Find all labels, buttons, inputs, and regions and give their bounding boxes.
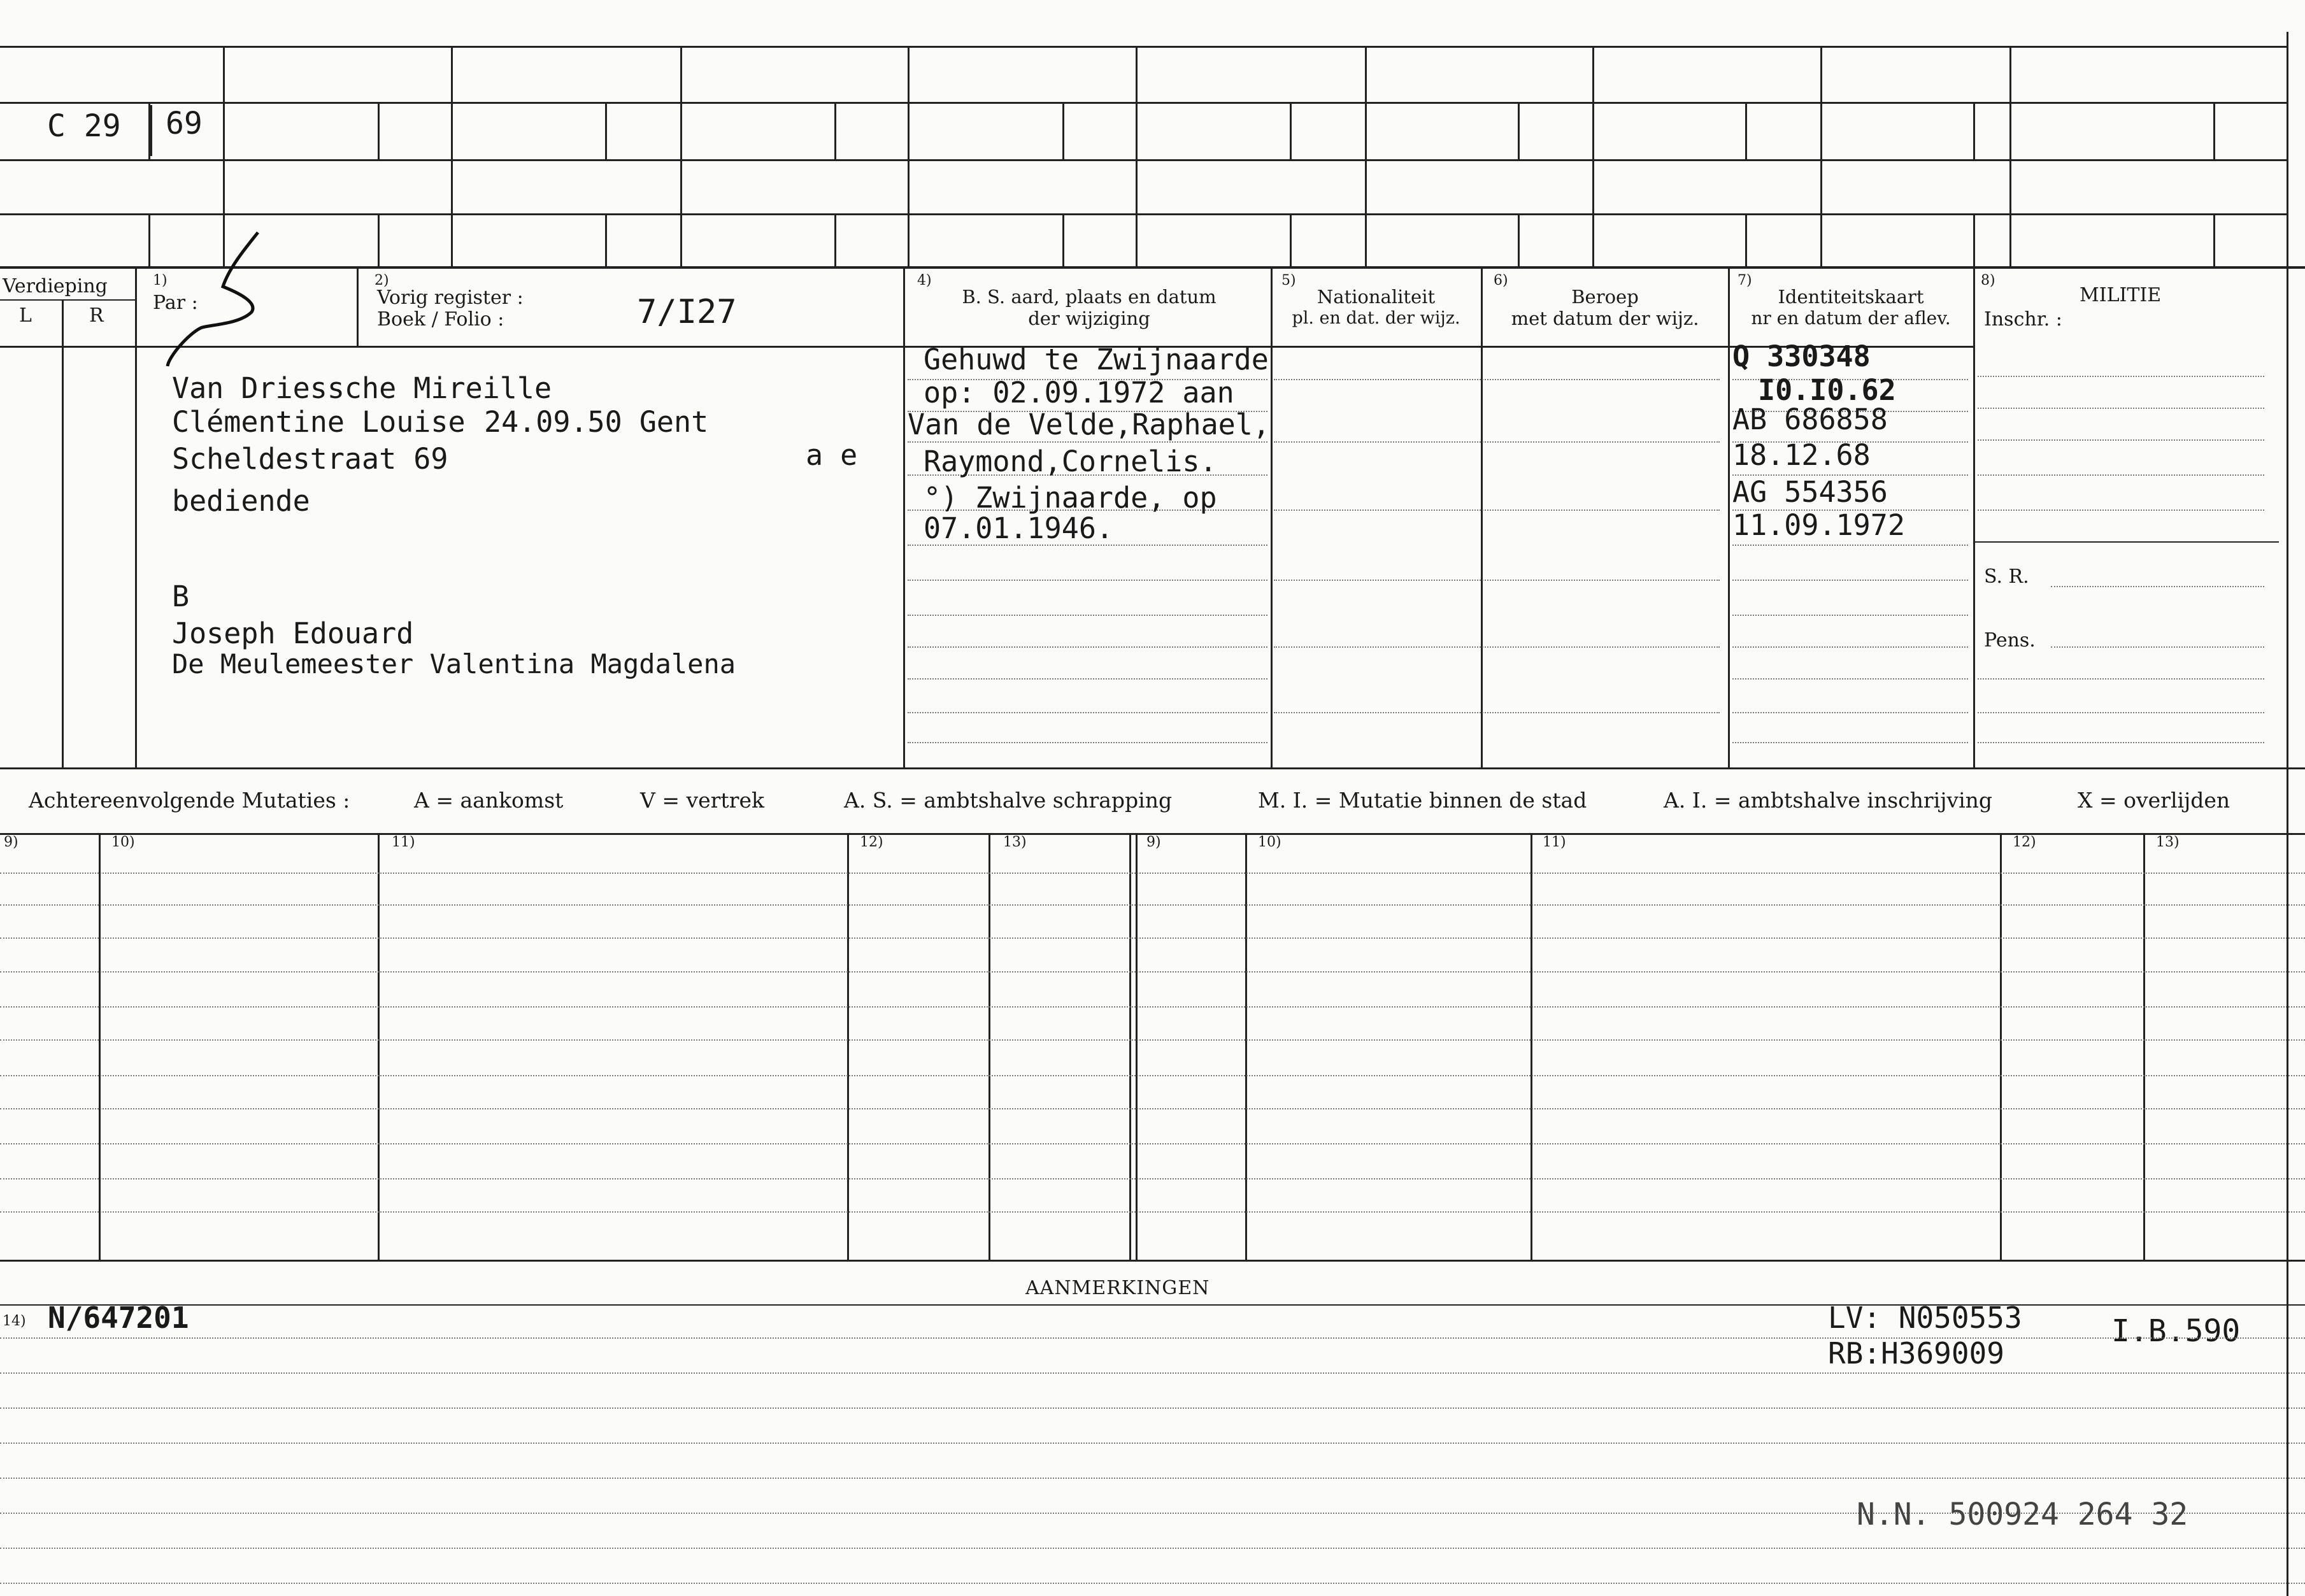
mutaties-col bbox=[1129, 833, 1131, 1260]
top-grid-sub bbox=[148, 213, 150, 267]
nat-header-2: pl. en dat. der wijz. bbox=[1292, 308, 1460, 328]
id-card-line: I0.I0.62 bbox=[1758, 373, 1896, 407]
nat-header-1: Nationaliteit bbox=[1317, 286, 1436, 308]
mutaties-item: X = overlijden bbox=[2078, 788, 2230, 813]
top-grid-col bbox=[1365, 46, 1367, 267]
bs-header-2: der wijziging bbox=[1028, 308, 1150, 329]
ruled-line bbox=[1732, 545, 1968, 546]
top-grid-col bbox=[908, 46, 910, 267]
register-code: C 29 bbox=[47, 108, 121, 144]
ruled-line bbox=[908, 580, 1267, 581]
top-grid-sub bbox=[1290, 213, 1292, 267]
top-grid-line bbox=[0, 102, 2287, 104]
mutaties-col-number: 12) bbox=[860, 834, 883, 850]
person-father: Joseph Edouard bbox=[172, 616, 414, 650]
col-par-right bbox=[357, 267, 359, 346]
top-grid-col bbox=[2287, 32, 2288, 267]
top-grid-col bbox=[1136, 46, 1138, 267]
ruled-line bbox=[1274, 441, 1720, 443]
col-number: 5) bbox=[1281, 273, 1296, 289]
person-given-names: Clémentine Louise bbox=[172, 405, 466, 439]
ruled-line bbox=[0, 1583, 2305, 1584]
col-id bbox=[1728, 267, 1730, 767]
ruled-line bbox=[1732, 646, 1968, 648]
top-grid-sub bbox=[1290, 102, 1292, 159]
top-grid-sub bbox=[2213, 102, 2215, 159]
civil-status-line: Raymond,Cornelis. bbox=[924, 445, 1217, 478]
mutaties-label: Achtereenvolgende Mutaties : bbox=[29, 788, 350, 813]
ruled-line bbox=[0, 1039, 2305, 1041]
person-job: bediende bbox=[172, 484, 310, 518]
register-number: 69 bbox=[166, 106, 203, 141]
top-grid-line bbox=[0, 213, 2287, 215]
ruled-line bbox=[0, 1548, 2305, 1549]
top-grid-sub bbox=[1745, 213, 1747, 267]
remarks-title: AANMERKINGEN bbox=[1025, 1277, 1210, 1299]
top-grid-sub bbox=[1518, 102, 1520, 159]
handwritten-signature bbox=[162, 229, 290, 376]
person-mother: De Meulemeester Valentina Magdalena bbox=[172, 648, 736, 680]
top-grid-bottom bbox=[0, 266, 2305, 269]
ruled-line bbox=[0, 1108, 2305, 1109]
ruled-line bbox=[0, 937, 2305, 939]
id-card-line: AG 554356 bbox=[1732, 475, 1888, 509]
mutaties-bottom bbox=[0, 1260, 2305, 1262]
ruled-line bbox=[1978, 742, 2264, 743]
ruled-line bbox=[1978, 712, 2264, 713]
register-value: 7/I27 bbox=[637, 293, 737, 331]
beroep-header-2: met datum der wijz. bbox=[1511, 308, 1699, 329]
ruled-line bbox=[1274, 580, 1720, 581]
right-edge bbox=[2287, 267, 2288, 1596]
mutaties-col-number: 9) bbox=[4, 834, 18, 850]
mutaties-item: V = vertrek bbox=[640, 788, 764, 813]
top-grid-sub bbox=[1973, 102, 1975, 159]
par-label: Par : bbox=[153, 292, 198, 314]
national-number: N.N. 500924 264 32 bbox=[1857, 1497, 2188, 1532]
ruled-line bbox=[1732, 615, 1968, 616]
top-grid-sub bbox=[605, 213, 607, 267]
vorig-register-label: Vorig register : bbox=[377, 287, 524, 309]
top-grid-sub bbox=[1062, 213, 1064, 267]
ruled-line bbox=[908, 678, 1267, 680]
civil-status-line: °) Zwijnaarde, op bbox=[924, 481, 1217, 515]
person-name: Van Driessche Mireille bbox=[172, 371, 552, 405]
mutaties-item: A. S. = ambtshalve schrapping bbox=[844, 788, 1173, 813]
body-bottom bbox=[0, 767, 2305, 769]
remarks-number: 14) bbox=[3, 1313, 26, 1329]
ruled-line bbox=[1978, 474, 2264, 476]
mutaties-col-number: 10) bbox=[111, 834, 135, 850]
ruled-line bbox=[1978, 439, 2264, 441]
ruled-line bbox=[0, 1006, 2305, 1008]
id-card-line: 11.09.1972 bbox=[1732, 508, 1905, 542]
top-grid-col bbox=[2009, 46, 2011, 267]
ruled-line bbox=[0, 1211, 2305, 1213]
verdieping-line bbox=[0, 299, 135, 301]
top-grid-sub bbox=[834, 102, 836, 159]
mutaties-col-number: 13) bbox=[2156, 834, 2180, 850]
civil-status-line: op: 02.09.1972 aan bbox=[924, 376, 1234, 410]
top-grid-sub bbox=[2213, 213, 2215, 267]
ruled-line bbox=[908, 742, 1267, 743]
col-lr-split bbox=[62, 299, 64, 767]
ruled-line bbox=[1274, 646, 1720, 648]
top-grid-line bbox=[0, 159, 2287, 161]
ruled-line bbox=[0, 1372, 2305, 1374]
mutaties-item: A. I. = ambtshalve inschrijving bbox=[1664, 788, 1993, 813]
ruled-line bbox=[1274, 509, 1720, 511]
person-b: B bbox=[172, 580, 190, 613]
id-header-2: nr en datum der aflev. bbox=[1751, 308, 1951, 329]
top-grid-col bbox=[680, 46, 682, 267]
mutaties-col bbox=[99, 833, 101, 1260]
ruled-line bbox=[0, 1407, 2305, 1409]
ruled-line bbox=[1274, 712, 1720, 713]
sr-label: S. R. bbox=[1984, 566, 2029, 588]
top-grid-col bbox=[451, 46, 453, 267]
top-grid-sub bbox=[605, 102, 607, 159]
remarks-lv: LV: N050553 bbox=[1828, 1300, 2022, 1335]
beroep-header-1: Beroep bbox=[1571, 286, 1639, 308]
col-number: 1) bbox=[153, 273, 168, 289]
col-number: 6) bbox=[1494, 273, 1508, 289]
person-street: Scheldestraat 69 bbox=[172, 442, 448, 476]
ruled-line bbox=[908, 712, 1267, 713]
ruled-line bbox=[0, 1443, 2305, 1444]
col-number: 2) bbox=[375, 273, 389, 289]
col-number: 4) bbox=[917, 273, 932, 289]
ruled-line bbox=[2051, 586, 2264, 587]
col-number: 7) bbox=[1738, 273, 1752, 289]
civil-status-line: Van de Velde,Raphael, bbox=[908, 408, 1270, 441]
mutaties-col-number: 10) bbox=[1258, 834, 1281, 850]
mutaties-col bbox=[847, 833, 849, 1260]
inschr-label: Inschr. : bbox=[1984, 308, 2062, 331]
mutaties-col bbox=[2143, 833, 2145, 1260]
ruled-line bbox=[1732, 678, 1968, 680]
top-grid-sub bbox=[1062, 102, 1064, 159]
remarks-left-code: N/647201 bbox=[48, 1300, 189, 1335]
top-grid-sub bbox=[834, 213, 836, 267]
top-border bbox=[0, 46, 2287, 48]
ruled-line bbox=[0, 904, 2305, 906]
militie-divider bbox=[1973, 541, 2279, 543]
boek-folio-label: Boek / Folio : bbox=[377, 308, 504, 331]
ruled-line bbox=[1978, 408, 2264, 409]
bs-header-1: B. S. aard, plaats en datum bbox=[962, 286, 1217, 308]
col-militie bbox=[1973, 267, 1975, 767]
mutaties-col-number: 11) bbox=[392, 834, 415, 850]
person-marker: a e bbox=[806, 438, 858, 472]
ruled-line bbox=[0, 1075, 2305, 1076]
top-grid-sub bbox=[378, 213, 380, 267]
civil-status-line: Gehuwd te Zwijnaarde bbox=[924, 343, 1269, 376]
verdieping-label: Verdieping bbox=[3, 275, 108, 297]
civil-status-line: 07.01.1946. bbox=[924, 511, 1114, 545]
militie-label: MILITIE bbox=[2080, 284, 2162, 306]
ruled-line bbox=[1978, 678, 2264, 680]
top-grid-sub bbox=[1518, 213, 1520, 267]
ruled-line bbox=[908, 615, 1267, 616]
mutaties-item: A = aankomst bbox=[414, 788, 564, 813]
top-grid-col bbox=[1820, 46, 1822, 267]
ruled-line bbox=[1978, 509, 2264, 511]
pens-label: Pens. bbox=[1984, 629, 2036, 652]
remarks-ib: I.B.590 bbox=[2111, 1313, 2241, 1349]
col-nat bbox=[1271, 267, 1273, 767]
ruled-line bbox=[0, 1337, 2305, 1339]
code-divider bbox=[150, 105, 152, 156]
mutaties-col-number: 12) bbox=[2013, 834, 2036, 850]
mutaties-col bbox=[988, 833, 990, 1260]
mutaties-col-number: 9) bbox=[1146, 834, 1161, 850]
top-grid-sub bbox=[1973, 213, 1975, 267]
top-grid-sub bbox=[378, 102, 380, 159]
id-card-line: 18.12.68 bbox=[1732, 438, 1871, 472]
col-beroep bbox=[1481, 267, 1483, 767]
ruled-line bbox=[0, 1143, 2305, 1144]
id-card-line: Q 330348 bbox=[1732, 339, 1871, 373]
ruled-line bbox=[0, 1178, 2305, 1179]
person-birth: 24.09.50 Gent bbox=[484, 405, 709, 439]
col-par-left bbox=[135, 267, 137, 767]
mutaties-col bbox=[1531, 833, 1532, 1260]
ruled-line bbox=[1978, 376, 2264, 377]
top-grid-sub bbox=[1745, 102, 1747, 159]
mutaties-item: M. I. = Mutatie binnen de stad bbox=[1258, 788, 1587, 813]
ruled-line bbox=[908, 441, 1267, 443]
r-label: R bbox=[89, 304, 104, 327]
ruled-line bbox=[0, 971, 2305, 973]
mutaties-col bbox=[2000, 833, 2002, 1260]
id-header-1: Identiteitskaart bbox=[1778, 286, 1924, 308]
col-bs bbox=[903, 267, 905, 767]
id-card-line: AB 686858 bbox=[1732, 403, 1888, 436]
mutaties-col bbox=[1136, 833, 1138, 1260]
top-grid-col bbox=[1592, 46, 1594, 267]
ruled-line bbox=[0, 1478, 2305, 1479]
ruled-line bbox=[0, 873, 2305, 874]
ruled-line bbox=[1732, 580, 1968, 581]
mutaties-col bbox=[1245, 833, 1247, 1260]
ruled-line bbox=[908, 646, 1267, 648]
col-number: 8) bbox=[1981, 273, 1995, 289]
mutaties-col-number: 13) bbox=[1003, 834, 1027, 850]
ruled-line bbox=[1732, 742, 1968, 743]
ruled-line bbox=[1274, 379, 1720, 380]
ruled-line bbox=[2051, 646, 2264, 648]
remarks-rb: RB:H369009 bbox=[1828, 1336, 2004, 1371]
l-label: L bbox=[19, 304, 32, 327]
mutaties-col bbox=[378, 833, 380, 1260]
mutaties-col-number: 11) bbox=[1543, 834, 1566, 850]
ruled-line bbox=[1732, 712, 1968, 713]
